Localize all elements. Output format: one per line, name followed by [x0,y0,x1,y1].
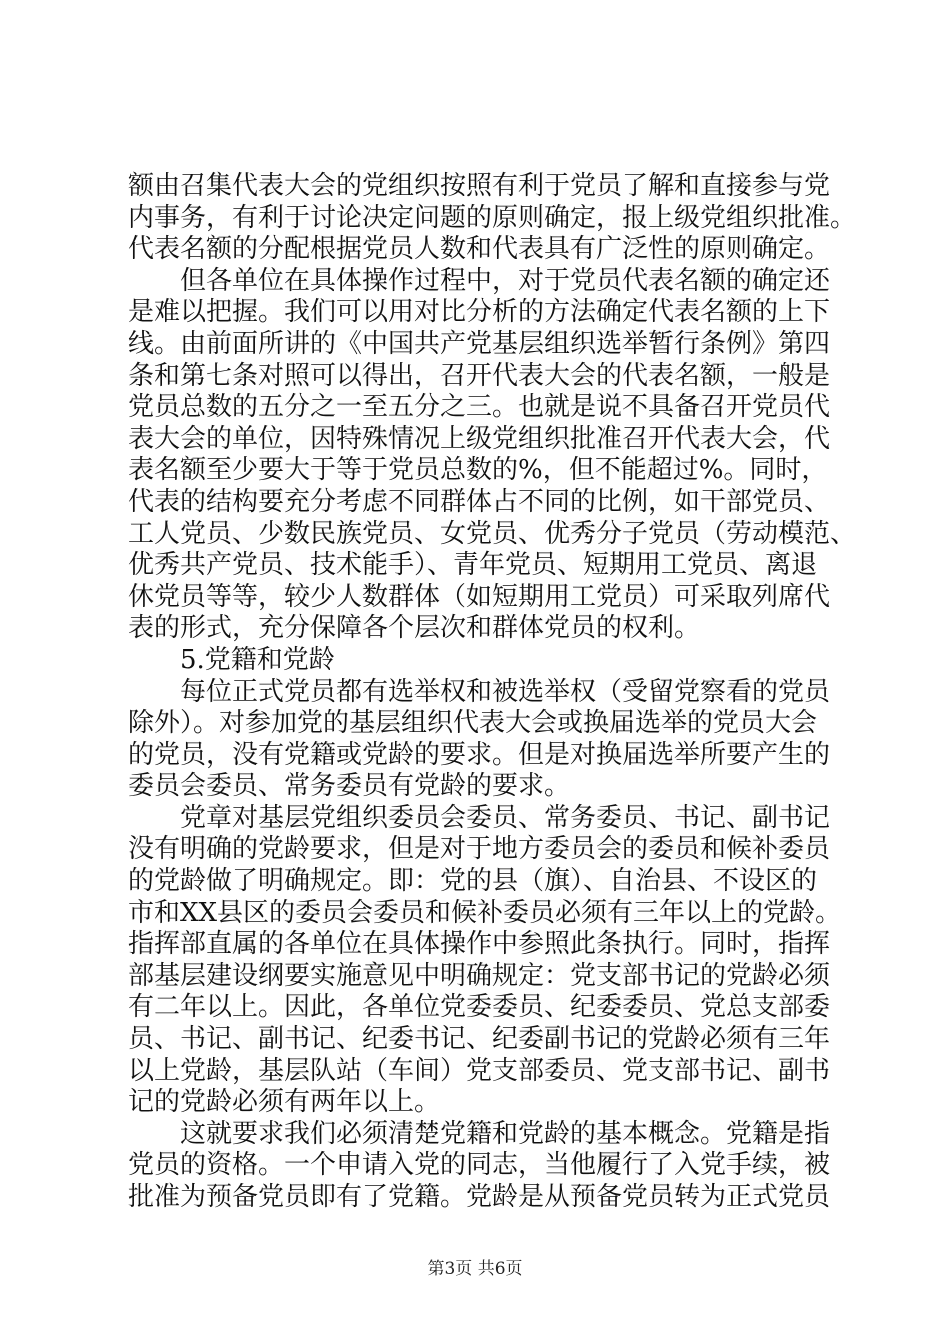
text-line: 的党员，没有党籍或党龄的要求。但是对换届选举所要产生的 [128,739,831,770]
paragraph-start-line: 但各单位在具体操作过程中，对于党员代表名额的确定还 [180,265,831,296]
text-line: 没有明确的党龄要求，但是对于地方委员会的委员和候补委员 [128,834,831,865]
text-line: 额由召集代表大会的党组织按照有利于党员了解和直接参与党 [128,171,831,201]
text-line: 记的党龄必须有两年以上。 [128,1087,441,1118]
text-line: 的党龄做了明确规定。即：党的县（旗）、自治县、不设区的 [128,866,818,897]
page-footer [0,1254,950,1279]
paragraph-start-line: 每位正式党员都有选举权和被选举权（受留党察看的党员 [180,676,831,707]
text-line: 以上党龄，基层队站（车间）党支部委员、党支部书记、副书 [128,1055,831,1086]
text-line: 表的形式，充分保障各个层次和群体党员的权利。 [128,613,701,644]
text-line: 员、书记、副书记、纪委书记、纪委副书记的党龄必须有三年 [128,1024,831,1055]
document-body [128,171,857,1214]
text-line: 表名额至少要大于等于党员总数的%，但不能超过%。同时， [128,455,828,486]
text-line: 优秀共产党员、技术能手）、青年党员、短期用工党员、离退 [128,550,818,581]
text-line: 党员总数的五分之一至五分之三。也就是说不具备召开党员代 [128,392,831,423]
text-line: 代表名额的分配根据党员人数和代表具有广泛性的原则确定。 [128,234,831,265]
text-line: 表大会的单位，因特殊情况上级党组织批准召开代表大会，代 [128,423,831,454]
text-line: 指挥部直属的各单位在具体操作中参照此条执行。同时，指挥 [128,929,831,960]
text-line: 线。由前面所讲的《中国共产党基层组织选举暂行条例》第四 [128,328,831,359]
text-line: 代表的结构要充分考虑不同群体占不同的比例，如干部党员、 [128,486,831,517]
text-line: 市和XX县区的委员会委员和候补委员必须有三年以上的党龄。 [128,897,842,928]
paragraph-start-line: 党章对基层党组织委员会委员、常务委员、书记、副书记 [180,802,831,833]
text-line: 工人党员、少数民族党员、女党员、优秀分子党员（劳动模范、 [128,518,857,549]
section-heading: 5.党籍和党龄 [180,644,335,675]
text-line: 休党员等等，较少人数群体（如短期用工党员）可采取列席代 [128,581,831,612]
page-number: 第3页 共6页 [427,1259,523,1279]
paragraph-start-line: 这就要求我们必须清楚党籍和党龄的基本概念。党籍是指 [180,1118,831,1149]
text-line: 有二年以上。因此，各单位党委委员、纪委委员、党总支部委 [128,992,831,1023]
text-line: 是难以把握。我们可以用对比分析的方法确定代表名额的上下 [128,297,831,328]
text-line: 条和第七条对照可以得出，召开代表大会的代表名额，一般是 [128,360,831,391]
text-line: 委员会委员、常务委员有党龄的要求。 [128,771,571,802]
text-line: 部基层建设纲要实施意见中明确规定：党支部书记的党龄必须 [128,960,831,991]
text-line: 内事务，有利于讨论决定问题的原则确定，报上级党组织批准。 [128,202,857,233]
text-line: 批准为预备党员即有了党籍。党龄是从预备党员转为正式党员 [128,1182,831,1212]
text-line: 党员的资格。一个申请入党的同志，当他履行了入党手续，被 [128,1150,831,1181]
text-line: 除外）。对参加党的基层组织代表大会或换届选举的党员大会 [128,708,818,739]
